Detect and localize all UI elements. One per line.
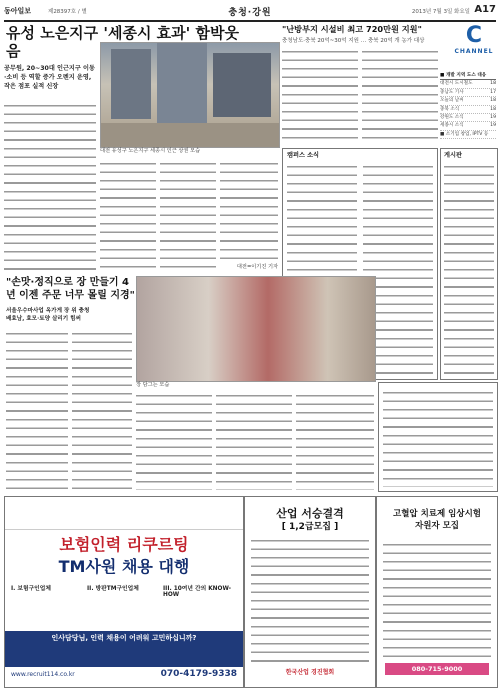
ad2-footer: 한국산업 경진협회 [285,669,335,676]
campus-news-title: 캠퍼스 소식 [287,152,320,159]
channel-badge [452,24,496,70]
ad2-title-2: [ 1,2급모집 ] [281,522,339,532]
story1-body-col1 [4,102,96,270]
ad1-col3: III. 10여년 간의 KNOW-HOW [163,586,232,598]
story3-headline: "손맛·정직으로 장 만들기 4년 이젠 주문 너무 몰릴 지경" [6,277,135,301]
story1-photo-caption: 대전 유성구 노은지구 세종시 인근 상권 모습 [100,148,201,154]
newspaper-logo: 동아일보 [4,7,32,15]
ad3-phone: 080-715-9000 [385,663,489,675]
building-shape [111,49,151,119]
toc-item[interactable]: 오늘의 날씨 18 [440,97,496,105]
channel-word: CHANNEL [454,48,494,55]
story1-photo [100,42,280,148]
story1-headline: 유성 노은지구 '세종시 효과' 함박웃음 [6,24,239,60]
table-of-contents [440,72,496,139]
story1-subhead: 공무원, 20~30대 인근지구 이동·소비 등 역할 증가 오렌지 운영, 작은 점포 실적 신장 [4,65,95,90]
ad1-top-strip [5,497,243,530]
story2-subhead: 충청남도·충북 20억~30억 지원 … 충북 20억 개 농가 대상 [282,38,425,44]
ad1-col2: II. 방판TM구인업체 [87,586,139,592]
channel-letter: C [465,23,483,48]
page-header [4,4,496,22]
ad3-title-2: 자원자 모집 [414,521,459,531]
story2-body-col2 [362,48,438,144]
story3-photo-caption: 장 담그는 모습 [136,382,170,388]
story3-body-col5 [296,392,374,490]
ad3-title-1: 고혈압 치료제 임상시험 [392,509,482,519]
story1-body-col2 [100,160,156,270]
toc-item[interactable]: 충남도 기사 17 [440,89,496,97]
toc-title: ■ 개발 지역 도스 대응 [440,72,496,80]
ad1-site[interactable]: www.recruit114.co.kr [11,671,75,678]
notice-board-body [444,163,494,375]
toc-item[interactable]: 강원도 소식 19 [440,114,496,122]
story2-body-col1 [282,48,358,144]
toc-item[interactable]: 충북 소식 18 [440,106,496,114]
story3-body-col4 [216,392,292,490]
ad2-title-1: 산업 서승결격 [276,507,344,520]
clinical-trial-ad [376,496,498,688]
toc-item[interactable]: ■ 소기업 창업, IPTV 등 [440,131,496,139]
ad3-body [383,541,491,661]
ad1-phone: 070-4179-9338 [160,669,237,679]
ad1-band: 인사담당님, 인력 채용이 어려워 고민하십니까? [5,631,243,667]
page-number: A17 [474,4,496,15]
story3-body-col1 [6,330,68,490]
ad1-title-1: 보험인력 리쿠르팅 [59,535,189,554]
notice-board-title: 게시판 [444,152,462,159]
story3-body-col2 [72,330,132,490]
insurance-recruit-ad [4,496,244,688]
ad1-footer [5,665,243,687]
section-title: 충청·강원 [228,8,272,18]
building-shape [213,53,271,117]
ad2-body [251,537,369,663]
story2-headline: "난방부지 시설비 최고 720만원 지원" [282,24,422,34]
building-shape [157,43,207,123]
story1-body-col3 [160,160,216,270]
ad1-title-2: TM사원 채용 대행 [58,557,190,576]
story1-body-col4 [220,160,278,264]
safety-exam-ad [244,496,376,688]
notice-board-box [440,148,498,380]
side-ad-body [383,389,493,487]
issue-number: 제28397호 / 별 [48,9,87,15]
story3-photo [136,276,376,382]
ad1-columns [11,583,237,629]
story3-body-col3 [136,392,212,490]
side-ad-box [378,382,498,492]
toc-item[interactable]: 세종시 소식 19 [440,122,496,130]
story1-byline: 대전=이기진 기자 [236,264,278,270]
street-shape [101,123,279,147]
publication-date: 2013년 7월 3일 화요일 [411,9,470,15]
toc-item[interactable]: 대전시 도시철도 18 [440,80,496,88]
story3-subhead: 서울우수마사업 옥가게 장 위 충청 배효남, 효모·토양 살리기 힘써 [6,308,90,322]
ad1-col1: I. 보험구인업체 [11,586,51,592]
